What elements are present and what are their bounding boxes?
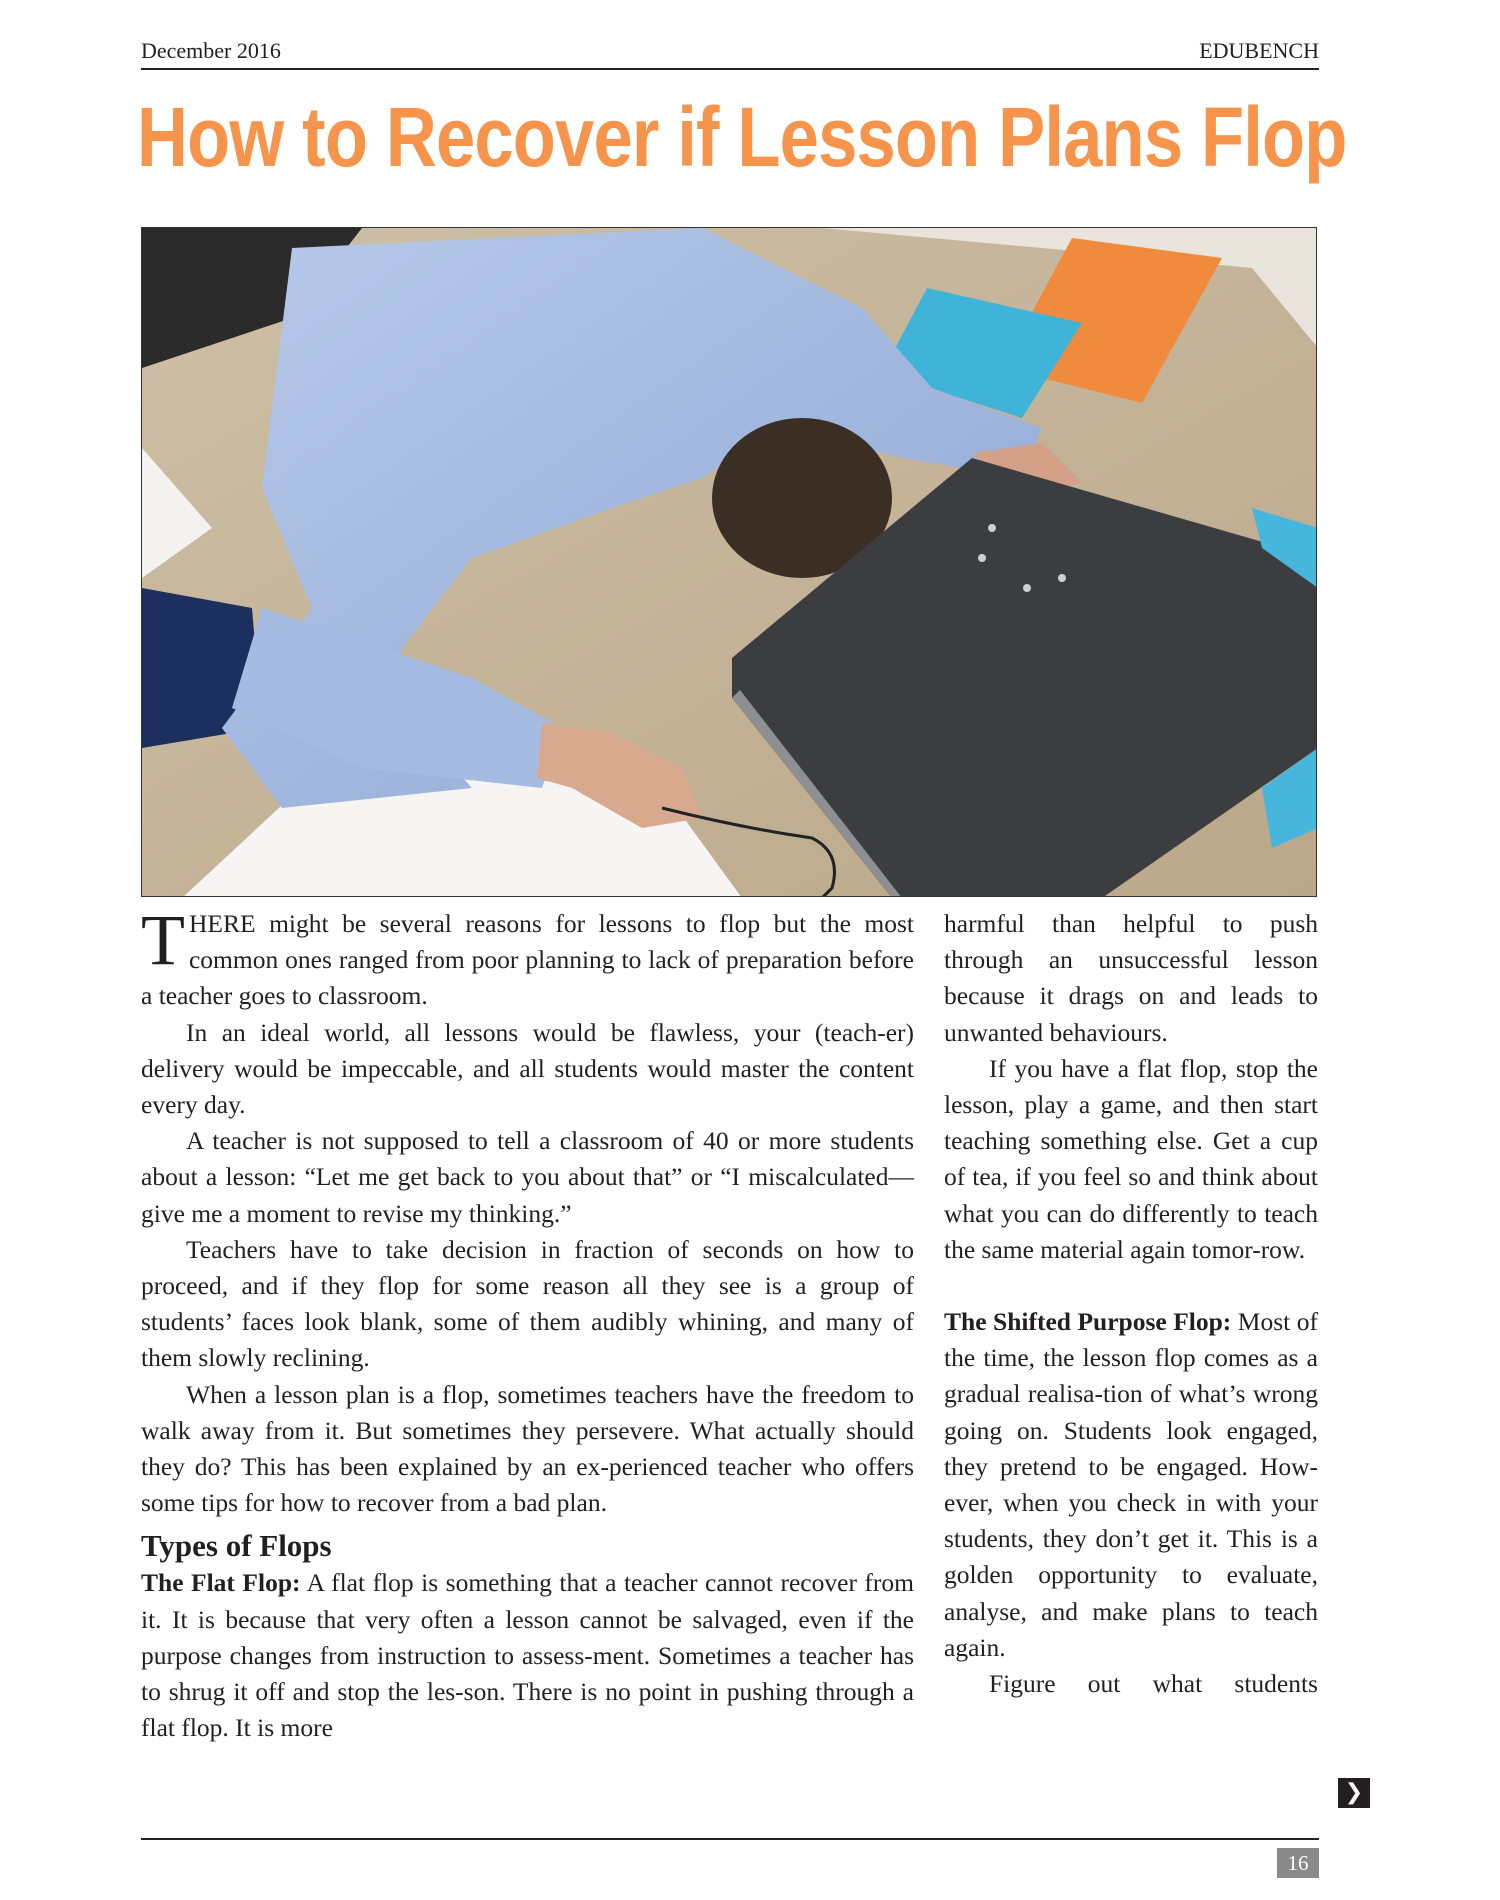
article-paragraph: A teacher is not supposed to tell a classroom of 40 or more students about a lesson: “Let me get back to you about that” or “I miscalculated—give me a moment to revise my thinking.” — [141, 1126, 914, 1228]
drop-cap: T — [141, 900, 185, 980]
article-paragraph: In an ideal world, all lessons would be flawless, your (teach-er) delivery would be impeccable, and all students would master the content every day. — [141, 1017, 914, 1120]
article-paragraph: Figure out what students — [989, 1669, 1318, 1699]
article-paragraph: Teachers have to take decision in fraction of seconds on how to proceed, and if they flop for some reason all they see is a group of students’ faces look blank, some of them audibly whining, and many of them slowly reclining. — [141, 1234, 914, 1373]
article-paragraph: THERE might be several reasons for lessons to flop but the most common ones ranged from poor planning to lack of preparation before a teacher goes to classroom. — [141, 900, 914, 1011]
article-paragraph: If you have a flat flop, stop the lesson, play a game, and then start teaching something else. Get a cup of tea, if you feel so and think about what you can do differently to teach the same material again tomor-row. — [944, 1053, 1318, 1264]
issue-date: December 2016 — [141, 38, 281, 63]
publication-name: EDUBENCH — [1199, 38, 1319, 63]
page-number: 16 — [1277, 1848, 1319, 1878]
article-photo — [141, 227, 1317, 897]
teacher-face-down-photo — [142, 228, 1317, 897]
subheading-shifted-purpose-flop: The Shifted Purpose Flop: — [944, 1307, 1232, 1337]
article-column-left — [141, 900, 915, 1746]
next-page-arrow-icon[interactable]: ❯ — [1338, 1778, 1370, 1808]
footer-rule — [141, 1838, 1319, 1840]
subheading-flat-flop: The Flat Flop: — [141, 1568, 301, 1598]
spacer — [944, 1268, 1318, 1304]
article-column-right — [944, 906, 1318, 1702]
section-heading: Types of Flops — [141, 1528, 332, 1564]
article-paragraph: When a lesson plan is a flop, sometimes teachers have the freedom to walk away from it. But sometimes they persevere. What actually should they do? This has been explained by an ex-perienced teacher who offers some tips for how to recover from a bad plan. — [141, 1379, 914, 1518]
article-title: How to Recover if Lesson Plans Flop — [137, 90, 1347, 184]
article-paragraph: harmful than helpful to push through an unsuccessful lesson because it drags on and leads to unwanted behaviours. — [944, 909, 1318, 1047]
page-header — [141, 36, 1319, 70]
article-paragraph: The Flat Flop: A flat flop is something that a teacher cannot recover from it. It is because that very often a lesson cannot be salvaged, even if the purpose changes from instruction to assess-ment. Sometimes a teacher has to shrug it off and stop the les-son. There is no point in pushing through a flat flop. It is more — [141, 1568, 915, 1743]
article-paragraph: The Shifted Purpose Flop: Most of the time, the lesson flop comes as a gradual realisa-tion of what’s wrong going on. Students look engaged, they pretend to be engaged. How-ever, when you check in with your students, they don’t get it. This is a golden opportunity to evaluate, analyse, and make plans to teach again. — [944, 1307, 1318, 1662]
